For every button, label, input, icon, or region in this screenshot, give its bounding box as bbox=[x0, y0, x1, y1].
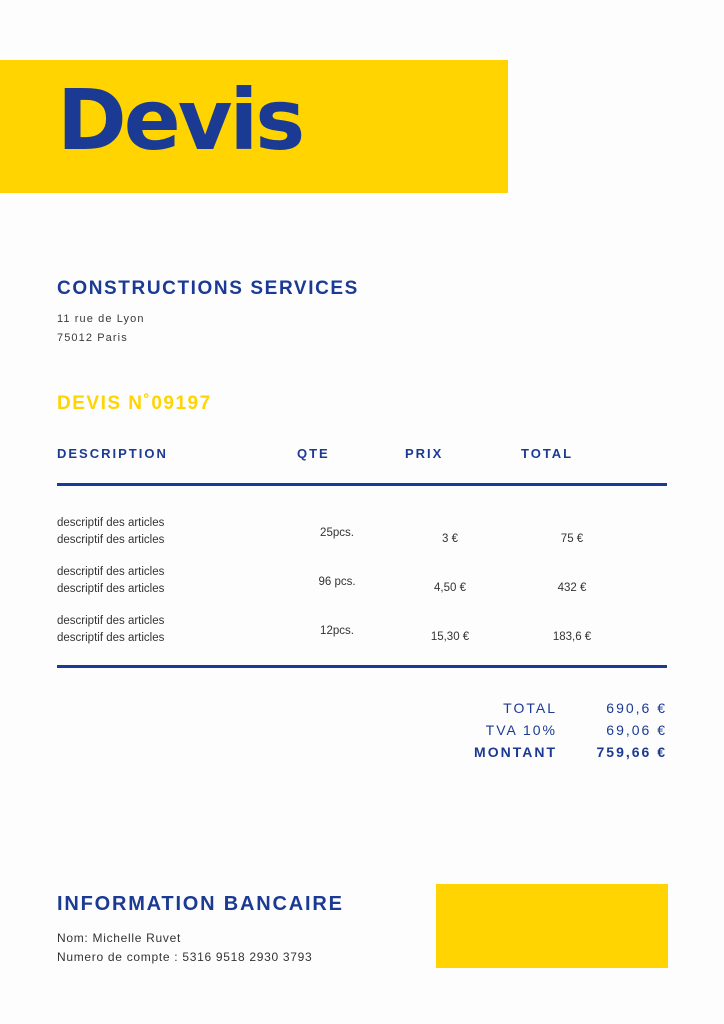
totals-value: 759,66 € bbox=[596, 744, 667, 760]
quote-number: DEVIS N˚09197 bbox=[57, 393, 212, 414]
table-cell-description bbox=[57, 613, 164, 647]
bank-account-name: Nom: Michelle Ruvet bbox=[57, 931, 182, 945]
table-cell-total: 183,6 € bbox=[552, 631, 592, 643]
totals-value: 69,06 € bbox=[606, 722, 667, 738]
totals-row-vat bbox=[400, 722, 667, 744]
table-cell-qty: 12pcs. bbox=[320, 625, 354, 637]
description-line: descriptif des articles bbox=[57, 517, 165, 529]
column-header-qty: QTE bbox=[297, 446, 330, 461]
line-items-table bbox=[57, 440, 667, 644]
table-cell-total: 75 € bbox=[560, 533, 584, 545]
table-cell-qty: 96 pcs. bbox=[318, 576, 356, 588]
description-line: descriptif des articles bbox=[57, 534, 165, 546]
table-cell-description bbox=[57, 564, 164, 598]
column-header-description: DESCRIPTION bbox=[57, 446, 168, 461]
totals-row-total bbox=[400, 700, 667, 722]
company-name: CONSTRUCTIONS SERVICES bbox=[57, 278, 359, 299]
description-line: descriptif des articles bbox=[57, 583, 165, 595]
footer-yellow-block bbox=[436, 884, 668, 968]
table-cell-total: 432 € bbox=[557, 582, 587, 594]
table-divider-top bbox=[57, 483, 667, 486]
totals-value: 690,6 € bbox=[606, 700, 667, 716]
column-header-total: TOTAL bbox=[521, 446, 574, 461]
page-title: Devis bbox=[57, 71, 303, 169]
company-address-line-2: 75012 Paris bbox=[57, 332, 128, 344]
table-cell-price: 15,30 € bbox=[430, 631, 470, 643]
table-cell-qty: 25pcs. bbox=[320, 527, 354, 539]
table-cell-price: 4,50 € bbox=[434, 582, 466, 594]
bank-account-number: Numero de compte : 5316 9518 2930 3793 bbox=[57, 950, 313, 964]
totals-section bbox=[400, 700, 667, 766]
table-cell-price: 3 € bbox=[442, 533, 458, 545]
totals-label: TOTAL bbox=[503, 700, 557, 716]
totals-label: TVA 10% bbox=[485, 722, 557, 738]
table-divider-bottom bbox=[57, 665, 667, 668]
bank-info-title: INFORMATION BANCAIRE bbox=[57, 893, 344, 915]
table-row bbox=[57, 564, 667, 612]
column-header-price: PRIX bbox=[405, 446, 444, 461]
description-line: descriptif des articles bbox=[57, 615, 165, 627]
table-row bbox=[57, 515, 667, 563]
table-header-row bbox=[57, 440, 667, 482]
description-line: descriptif des articles bbox=[57, 632, 165, 644]
company-address-line-1: 11 rue de Lyon bbox=[57, 313, 145, 325]
table-cell-description bbox=[57, 515, 164, 549]
totals-row-amount bbox=[400, 744, 667, 766]
totals-label: MONTANT bbox=[474, 744, 557, 760]
table-row bbox=[57, 613, 667, 661]
description-line: descriptif des articles bbox=[57, 566, 165, 578]
